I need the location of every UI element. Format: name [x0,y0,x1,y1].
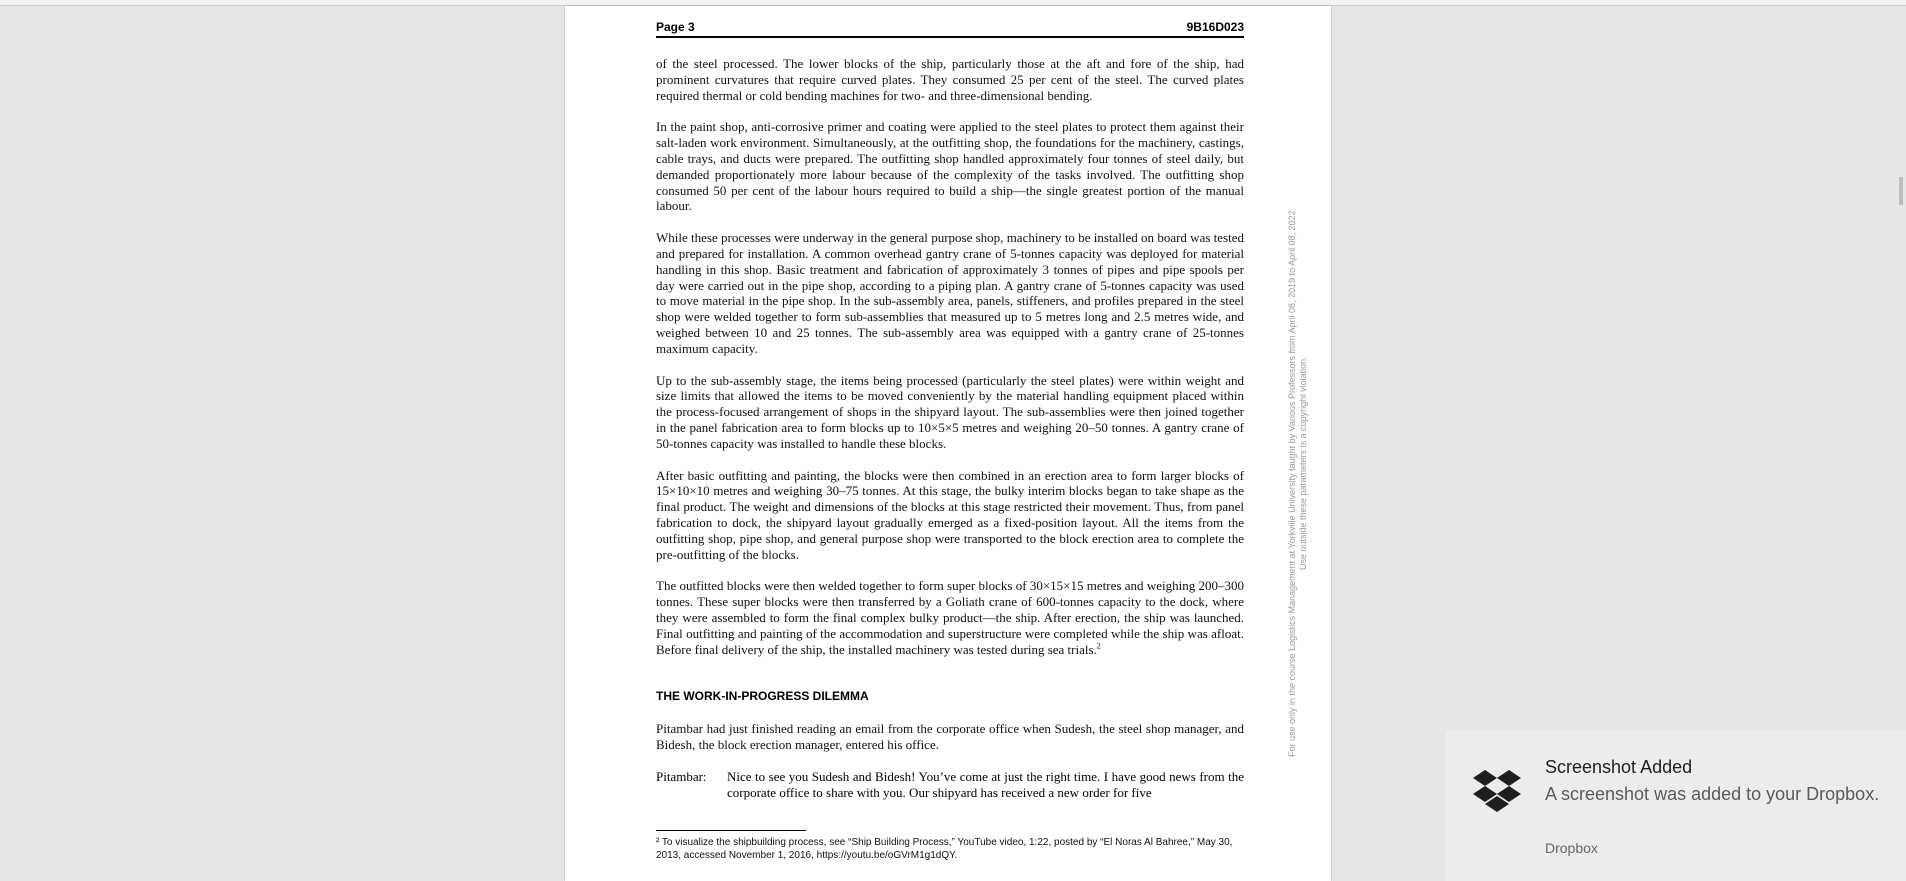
paragraph-with-footnote [656,578,1244,657]
scrollbar-thumb[interactable] [1899,177,1903,205]
notification-message: A screenshot was added to your Dropbox. [1545,784,1880,804]
case-code: 9B16D023 [1186,20,1244,34]
footnote-marker: 2 [1096,641,1101,651]
document-page [565,6,1331,881]
paragraph: In the paint shop, anti-corrosive primer and coating were applied to the steel plates to protect them against their salt-laden work environment. Simultaneously, at the outfitting shop, the foundations for the machinery, castings, cable trays, and ducts were prepared. The outfitting shop handled approximately four tonnes of steel daily, but demanded proportionately more labour because of the complexity of the tasks involved. The outfitting shop consumed 50 per cent of the labour hours required to build a ship—the single greatest portion of the manual labour. [656,119,1244,214]
page-header [656,20,1244,38]
page-content [656,20,1244,800]
paragraph: Pitambar had just finished reading an email from the corporate office when Sudesh, the steel shop manager, and Bidesh, the block erection manager, entered his office. [656,721,1244,753]
watermark-line: For use only in the course Logistics Management at Yorkville University taught by Various Professors from April 08, 2019 to April 08, 2022. [1287,207,1297,757]
watermark-line: Use outside these parameters is a copyright violation. [1298,356,1308,570]
notification-title: Screenshot Added [1545,757,1693,777]
paragraph: While these processes were underway in the general purpose shop, machinery to be installed on board was tested and prepared for installation. A common overhead gantry crane of 5-tonnes capacity was deployed for material handling in this shop. Basic treatment and fabrication of approximately 3 tonnes of pipes and pipe spools per day were carried out in the pipe shop, according to a piping plan. A gantry crane of 5-tonnes capacity was used to move material in the pipe shop. In the sub-assembly area, panels, stiffeners, and profiles prepared in the steel shop were welded together to form sub-assemblies that measured up to 5 metres long and 2.5 metres wide, and weighed between 10 and 25 tonnes. The sub-assembly area was equipped with a gantry crane of 25-tonnes maximum capacity. [656,230,1244,356]
dialogue-entry [656,769,1244,801]
paragraph-text: The outfitted blocks were then welded together to form super blocks of 30×15×15 metres and weighing 200–300 tonnes. These super blocks were then transferred by a Goliath crane of 600-tonnes capacity to the dock, where they were assembled to form the final complex bulky product—the ship. After erection, the ship was launched. Final outfitting and painting of the accommodation and superstructure were completed while the ship was afloat. Before final delivery of the ship, the installed machinery was tested during sea trials. [656,578,1244,657]
copyright-watermark [1848,151,1878,766]
dialogue-text: Nice to see you Sudesh and Bidesh! You’ve come at just the right time. I have good news from the corporate office to share with you. Our shipyard has received a new order for five [727,768,1244,800]
copyright-watermark-text [1283,145,1313,760]
footnote: ² To visualize the shipbuilding process, see “Ship Building Process,” YouTube video, 1:22, posted by “El Noras Al Bahree,” May 30, 2013, accessed November 1, 2016, https://youtu.be/oGVrM1g1dQY. [656,837,1233,861]
paragraph: Up to the sub-assembly stage, the items being processed (particularly the steel plates) were within weight and size limits that allowed the items to be moved conveniently by the material handling equipment placed within the process-focused arrangement of shops in the shipyard layout. The sub-assemblies were then joined together in the panel fabrication area to form blocks up to 10×5×5 metres and weighing 20–50 tonnes. A gantry crane of 50-tonnes capacity was installed to handle these blocks. [656,372,1244,451]
notification-app-name: Dropbox [1545,840,1598,856]
paragraph: of the steel processed. The lower blocks of the ship, particularly those at the aft and fore of the ship, had prominent curvatures that require curved plates. They consumed 25 per cent of the steel. The curved plates required thermal or cold bending machines for two- and three-dimensional bending. [656,56,1244,103]
section-heading: THE WORK-IN-PROGRESS DILEMMA [656,689,869,704]
dropbox-notification[interactable] [1445,730,1906,881]
paragraph: After basic outfitting and painting, the blocks were then combined in an erection area to form larger blocks of 15×10×10 metres and weighing 30–75 tonnes. At this stage, the bulky interim blocks began to take shape as the final product. The weight and dimensions of the blocks at this stage restricted their movement. Thus, from panel fabrication to dock, the shipyard layout gradually emerged as a fixed-position layout. All the items from the outfitting shop, pipe shop, and general purpose shop were transported to the block erection area to complete the pre-outfitting of the blocks. [656,467,1244,562]
footnote-divider [656,830,806,831]
dropbox-icon [1471,768,1523,814]
dialogue-speaker: Pitambar: [656,768,707,784]
page-number: Page 3 [656,20,695,34]
